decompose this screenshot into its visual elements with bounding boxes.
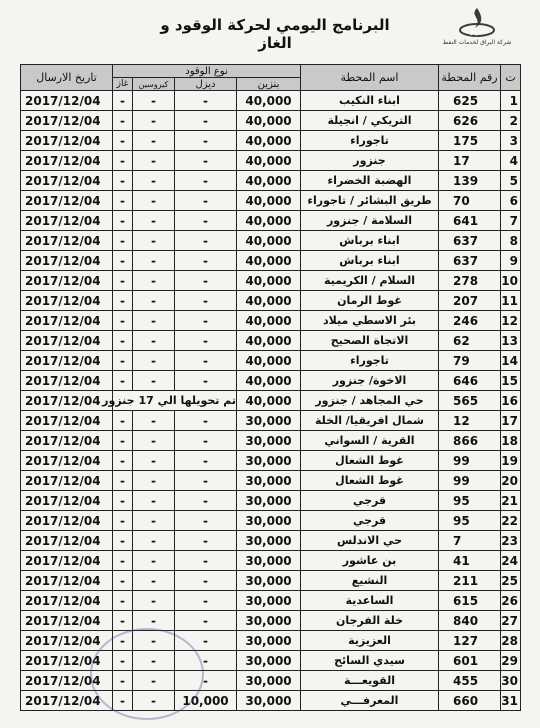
send-date: 2017/12/04	[21, 431, 113, 451]
header-diesel: ديزل	[175, 78, 237, 91]
send-date: 2017/12/04	[21, 611, 113, 631]
diesel-qty: -	[175, 231, 237, 251]
send-date: 2017/12/04	[21, 251, 113, 271]
diesel-qty: -	[175, 511, 237, 531]
gas-qty: -	[113, 511, 133, 531]
row-index: 16	[501, 391, 521, 411]
gas-qty: -	[113, 211, 133, 231]
station-code: 207	[439, 291, 501, 311]
station-name: التريكي / انجيلة	[301, 111, 439, 131]
header-send-date: تاريخ الارسال	[21, 65, 113, 91]
gas-qty: -	[113, 651, 133, 671]
send-date: 2017/12/04	[21, 291, 113, 311]
row-index: 5	[501, 171, 521, 191]
header-gas: غاز	[113, 78, 133, 91]
gas-qty: -	[113, 231, 133, 251]
diesel-qty: -	[175, 91, 237, 111]
petrol-qty: 40,000	[237, 111, 301, 131]
petrol-qty: 30,000	[237, 671, 301, 691]
gas-qty: -	[113, 131, 133, 151]
send-date: 2017/12/04	[21, 631, 113, 651]
table-row	[21, 491, 521, 511]
diesel-qty: -	[175, 371, 237, 391]
petrol-qty: 30,000	[237, 651, 301, 671]
station-name: تاجوراء	[301, 351, 439, 371]
header-index: ت	[501, 65, 521, 91]
gas-qty: -	[113, 91, 133, 111]
kerosene-qty: -	[133, 291, 175, 311]
diesel-qty: -	[175, 151, 237, 171]
gas-qty: -	[113, 531, 133, 551]
send-date: 2017/12/04	[21, 691, 113, 711]
kerosene-qty: -	[133, 691, 175, 711]
kerosene-qty: -	[133, 571, 175, 591]
header-fuel-type: نوع الوقود	[113, 65, 301, 78]
station-code: 41	[439, 551, 501, 571]
gas-qty: -	[113, 351, 133, 371]
send-date: 2017/12/04	[21, 451, 113, 471]
row-index: 19	[501, 451, 521, 471]
kerosene-qty: -	[133, 591, 175, 611]
station-code: 70	[439, 191, 501, 211]
company-logo	[422, 4, 532, 56]
table-row	[21, 231, 521, 251]
station-code: 615	[439, 591, 501, 611]
header-station-name: اسم المحطة	[301, 65, 439, 91]
station-name: قرجي	[301, 511, 439, 531]
diesel-qty: -	[175, 331, 237, 351]
station-name: السلامة / جنزور	[301, 211, 439, 231]
table-row	[21, 431, 521, 451]
send-date: 2017/12/04	[21, 471, 113, 491]
gas-qty: -	[113, 471, 133, 491]
diesel-qty: -	[175, 671, 237, 691]
diesel-qty: -	[175, 211, 237, 231]
kerosene-qty: -	[133, 271, 175, 291]
station-name: العزيزية	[301, 631, 439, 651]
send-date: 2017/12/04	[21, 151, 113, 171]
station-code: 840	[439, 611, 501, 631]
station-code: 95	[439, 511, 501, 531]
send-date: 2017/12/04	[21, 211, 113, 231]
diesel-qty: -	[175, 551, 237, 571]
petrol-qty: 30,000	[237, 491, 301, 511]
send-date: 2017/12/04	[21, 91, 113, 111]
header-petrol: بنزين	[237, 78, 301, 91]
row-index: 31	[501, 691, 521, 711]
diesel-qty: -	[175, 411, 237, 431]
row-index: 17	[501, 411, 521, 431]
table-row	[21, 651, 521, 671]
diesel-qty: -	[175, 431, 237, 451]
diesel-qty: -	[175, 631, 237, 651]
row-index: 30	[501, 671, 521, 691]
petrol-qty: 40,000	[237, 211, 301, 231]
send-date: 2017/12/04	[21, 331, 113, 351]
station-code: 866	[439, 431, 501, 451]
table-row	[21, 391, 521, 411]
table-row	[21, 671, 521, 691]
kerosene-qty: -	[133, 371, 175, 391]
gas-qty: -	[113, 451, 133, 471]
table-row	[21, 191, 521, 211]
diesel-qty: -	[175, 131, 237, 151]
station-code: 660	[439, 691, 501, 711]
gas-qty: -	[113, 671, 133, 691]
station-name: تاجوراء	[301, 131, 439, 151]
table-row	[21, 531, 521, 551]
petrol-qty: 40,000	[237, 291, 301, 311]
header-station-code: رقم المحطة	[439, 65, 501, 91]
row-index: 15	[501, 371, 521, 391]
row-index: 13	[501, 331, 521, 351]
station-name: شمال افريقيا/ الخلة	[301, 411, 439, 431]
petrol-qty: 40,000	[237, 311, 301, 331]
row-index: 7	[501, 211, 521, 231]
gas-qty: -	[113, 551, 133, 571]
table-row	[21, 371, 521, 391]
petrol-qty: 30,000	[237, 591, 301, 611]
kerosene-qty: -	[133, 671, 175, 691]
petrol-qty: 40,000	[237, 391, 301, 411]
row-index: 26	[501, 591, 521, 611]
diesel-qty: -	[175, 571, 237, 591]
diesel-qty: -	[175, 491, 237, 511]
table-row	[21, 131, 521, 151]
station-name: القويعـــة	[301, 671, 439, 691]
row-index: 24	[501, 551, 521, 571]
kerosene-qty: -	[133, 251, 175, 271]
petrol-qty: 30,000	[237, 471, 301, 491]
station-name: ابناء برباش	[301, 231, 439, 251]
row-index: 25	[501, 571, 521, 591]
header-kerosene: كيروسين	[133, 78, 175, 91]
gas-qty: -	[113, 611, 133, 631]
station-name: المعرفـــي	[301, 691, 439, 711]
kerosene-qty: -	[133, 231, 175, 251]
table-row	[21, 91, 521, 111]
station-code: 601	[439, 651, 501, 671]
flame-logo-icon	[457, 4, 497, 38]
petrol-qty: 40,000	[237, 151, 301, 171]
station-code: 79	[439, 351, 501, 371]
diesel-qty: -	[175, 531, 237, 551]
table-row	[21, 251, 521, 271]
station-code: 625	[439, 91, 501, 111]
petrol-qty: 40,000	[237, 91, 301, 111]
table-row	[21, 411, 521, 431]
table-row	[21, 631, 521, 651]
kerosene-qty: -	[133, 491, 175, 511]
station-code: 637	[439, 251, 501, 271]
fuel-schedule-table	[20, 64, 521, 711]
send-date: 2017/12/04	[21, 271, 113, 291]
kerosene-qty: -	[133, 151, 175, 171]
table-row	[21, 551, 521, 571]
row-index: 4	[501, 151, 521, 171]
kerosene-qty: -	[133, 511, 175, 531]
table-row	[21, 611, 521, 631]
kerosene-qty: -	[133, 211, 175, 231]
row-index: 2	[501, 111, 521, 131]
diesel-qty: -	[175, 251, 237, 271]
gas-qty: -	[113, 431, 133, 451]
petrol-qty: 30,000	[237, 691, 301, 711]
table-row	[21, 451, 521, 471]
row-index: 8	[501, 231, 521, 251]
table-row	[21, 471, 521, 491]
diesel-qty: -	[175, 271, 237, 291]
station-name: الاخوة/ جنزور	[301, 371, 439, 391]
diesel-qty: -	[175, 651, 237, 671]
station-name: القرية / السواني	[301, 431, 439, 451]
station-code: 455	[439, 671, 501, 691]
svg-text:البراق: البراق	[469, 29, 485, 36]
send-date: 2017/12/04	[21, 491, 113, 511]
kerosene-qty: -	[133, 651, 175, 671]
station-code: 246	[439, 311, 501, 331]
station-code: 62	[439, 331, 501, 351]
diesel-qty: -	[175, 611, 237, 631]
petrol-qty: 40,000	[237, 331, 301, 351]
gas-qty: -	[113, 171, 133, 191]
station-code: 7	[439, 531, 501, 551]
kerosene-qty: -	[133, 131, 175, 151]
petrol-qty: 30,000	[237, 451, 301, 471]
send-date: 2017/12/04	[21, 191, 113, 211]
gas-qty: -	[113, 291, 133, 311]
station-code: 641	[439, 211, 501, 231]
petrol-qty: 30,000	[237, 551, 301, 571]
kerosene-qty: -	[133, 331, 175, 351]
kerosene-qty: -	[133, 311, 175, 331]
diesel-qty: -	[175, 591, 237, 611]
send-date: 2017/12/04	[21, 231, 113, 251]
petrol-qty: 40,000	[237, 251, 301, 271]
send-date: 2017/12/04	[21, 311, 113, 331]
table-row	[21, 511, 521, 531]
gas-qty: -	[113, 251, 133, 271]
station-name: بئر الاسطي ميلاد	[301, 311, 439, 331]
station-name: حي الاندلس	[301, 531, 439, 551]
station-name: غوط الشعال	[301, 451, 439, 471]
row-index: 11	[501, 291, 521, 311]
gas-qty: -	[113, 331, 133, 351]
table-row	[21, 171, 521, 191]
station-code: 139	[439, 171, 501, 191]
row-index: 9	[501, 251, 521, 271]
station-name: ابناء برباش	[301, 251, 439, 271]
send-date: 2017/12/04	[21, 411, 113, 431]
row-index: 18	[501, 431, 521, 451]
row-note: تم تحويلها الي 17 جنزور	[113, 391, 237, 411]
gas-qty: -	[113, 191, 133, 211]
station-name: الساعدية	[301, 591, 439, 611]
kerosene-qty: -	[133, 431, 175, 451]
diesel-qty: -	[175, 191, 237, 211]
petrol-qty: 40,000	[237, 131, 301, 151]
petrol-qty: 40,000	[237, 191, 301, 211]
station-name: ابناء النكيب	[301, 91, 439, 111]
send-date: 2017/12/04	[21, 591, 113, 611]
kerosene-qty: -	[133, 191, 175, 211]
send-date: 2017/12/04	[21, 651, 113, 671]
gas-qty: -	[113, 491, 133, 511]
row-index: 3	[501, 131, 521, 151]
table-row	[21, 151, 521, 171]
station-name: النشيع	[301, 571, 439, 591]
station-name: الاتجاة الصحيح	[301, 331, 439, 351]
row-index: 28	[501, 631, 521, 651]
station-name: الهضبة الخضراء	[301, 171, 439, 191]
diesel-qty: -	[175, 171, 237, 191]
station-name: جنزور	[301, 151, 439, 171]
send-date: 2017/12/04	[21, 551, 113, 571]
page-title: البرنامج اليومي لحركة الوقود و الغاز	[160, 16, 390, 52]
gas-qty: -	[113, 311, 133, 331]
station-code: 211	[439, 571, 501, 591]
station-code: 626	[439, 111, 501, 131]
send-date: 2017/12/04	[21, 671, 113, 691]
petrol-qty: 40,000	[237, 351, 301, 371]
petrol-qty: 30,000	[237, 431, 301, 451]
diesel-qty: -	[175, 111, 237, 131]
station-code: 127	[439, 631, 501, 651]
petrol-qty: 30,000	[237, 611, 301, 631]
table-row	[21, 271, 521, 291]
send-date: 2017/12/04	[21, 531, 113, 551]
send-date: 2017/12/04	[21, 111, 113, 131]
kerosene-qty: -	[133, 351, 175, 371]
kerosene-qty: -	[133, 111, 175, 131]
diesel-qty: -	[175, 351, 237, 371]
table-row	[21, 211, 521, 231]
station-code: 99	[439, 451, 501, 471]
table-row	[21, 111, 521, 131]
diesel-qty: -	[175, 291, 237, 311]
send-date: 2017/12/04	[21, 571, 113, 591]
row-index: 27	[501, 611, 521, 631]
kerosene-qty: -	[133, 451, 175, 471]
gas-qty: -	[113, 411, 133, 431]
station-name: سيدي السائح	[301, 651, 439, 671]
petrol-qty: 30,000	[237, 411, 301, 431]
station-code: 637	[439, 231, 501, 251]
station-code: 99	[439, 471, 501, 491]
table-row	[21, 571, 521, 591]
table-row	[21, 691, 521, 711]
row-index: 23	[501, 531, 521, 551]
gas-qty: -	[113, 591, 133, 611]
station-name: طريق البشائر / تاجوراء	[301, 191, 439, 211]
petrol-qty: 40,000	[237, 371, 301, 391]
row-index: 1	[501, 91, 521, 111]
table-row	[21, 331, 521, 351]
petrol-qty: 40,000	[237, 271, 301, 291]
station-code: 565	[439, 391, 501, 411]
logo-caption: شركة البراق لخدمات النفط	[442, 39, 512, 46]
gas-qty: -	[113, 151, 133, 171]
send-date: 2017/12/04	[21, 511, 113, 531]
petrol-qty: 30,000	[237, 571, 301, 591]
gas-qty: -	[113, 371, 133, 391]
petrol-qty: 30,000	[237, 531, 301, 551]
row-index: 12	[501, 311, 521, 331]
petrol-qty: 30,000	[237, 511, 301, 531]
table-row	[21, 351, 521, 371]
row-index: 21	[501, 491, 521, 511]
kerosene-qty: -	[133, 551, 175, 571]
station-name: السلام / الكريمية	[301, 271, 439, 291]
table-row	[21, 591, 521, 611]
diesel-qty: 10,000	[175, 691, 237, 711]
send-date: 2017/12/04	[21, 351, 113, 371]
station-code: 95	[439, 491, 501, 511]
station-code: 646	[439, 371, 501, 391]
station-code: 278	[439, 271, 501, 291]
send-date: 2017/12/04	[21, 371, 113, 391]
row-index: 10	[501, 271, 521, 291]
row-index: 20	[501, 471, 521, 491]
station-name: غوط الرمان	[301, 291, 439, 311]
kerosene-qty: -	[133, 611, 175, 631]
row-index: 14	[501, 351, 521, 371]
table-row	[21, 291, 521, 311]
send-date: 2017/12/04	[21, 171, 113, 191]
kerosene-qty: -	[133, 411, 175, 431]
gas-qty: -	[113, 571, 133, 591]
gas-qty: -	[113, 111, 133, 131]
kerosene-qty: -	[133, 471, 175, 491]
gas-qty: -	[113, 271, 133, 291]
diesel-qty: -	[175, 311, 237, 331]
station-name: قرجي	[301, 491, 439, 511]
station-code: 175	[439, 131, 501, 151]
row-index: 29	[501, 651, 521, 671]
kerosene-qty: -	[133, 91, 175, 111]
station-name: خلة الفرجان	[301, 611, 439, 631]
send-date: 2017/12/04	[21, 131, 113, 151]
petrol-qty: 30,000	[237, 631, 301, 651]
diesel-qty: -	[175, 451, 237, 471]
gas-qty: -	[113, 631, 133, 651]
send-date: 2017/12/04	[21, 391, 113, 411]
station-code: 17	[439, 151, 501, 171]
station-name: غوط الشعال	[301, 471, 439, 491]
kerosene-qty: -	[133, 171, 175, 191]
diesel-qty: -	[175, 471, 237, 491]
table-row	[21, 311, 521, 331]
station-code: 12	[439, 411, 501, 431]
kerosene-qty: -	[133, 531, 175, 551]
gas-qty: -	[113, 691, 133, 711]
petrol-qty: 40,000	[237, 171, 301, 191]
row-index: 6	[501, 191, 521, 211]
station-name: حي المجاهد / جنزور	[301, 391, 439, 411]
kerosene-qty: -	[133, 631, 175, 651]
row-index: 22	[501, 511, 521, 531]
station-name: بن عاشور	[301, 551, 439, 571]
petrol-qty: 40,000	[237, 231, 301, 251]
